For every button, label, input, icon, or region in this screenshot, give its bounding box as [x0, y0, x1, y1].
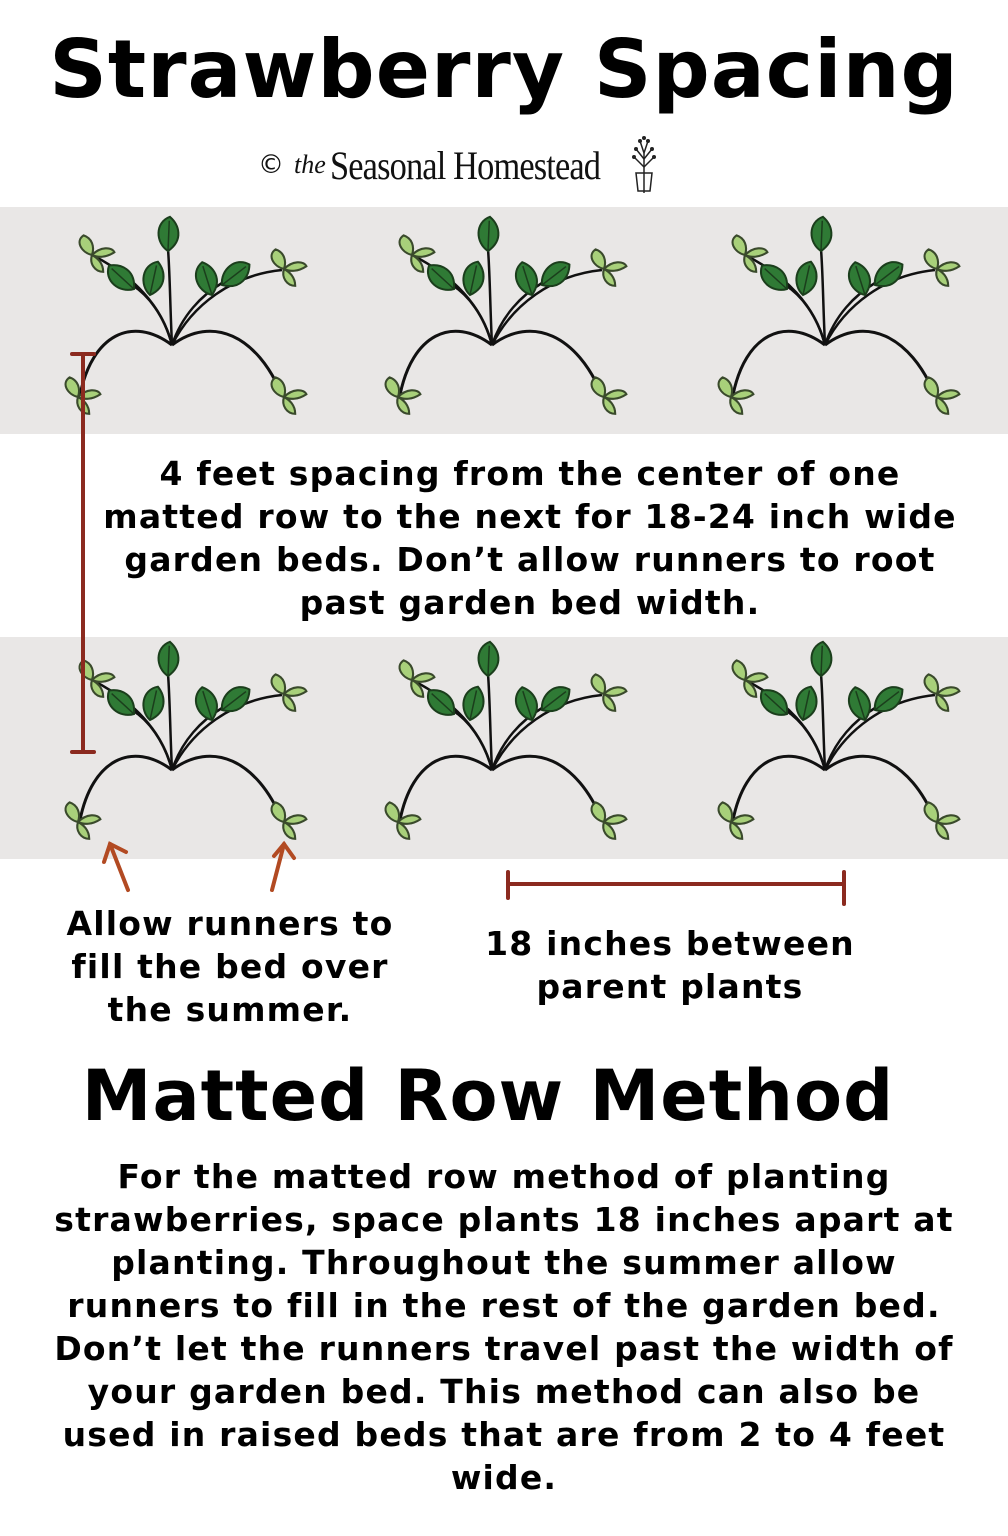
arrow-up-icon — [262, 836, 302, 896]
copyright-symbol: © — [258, 150, 284, 180]
page-title: Strawberry Spacing — [49, 23, 959, 116]
row-spacing-measure-icon — [68, 348, 98, 760]
strawberry-plant-icon — [372, 225, 642, 425]
credit-article: the — [294, 150, 326, 179]
site-credit — [258, 135, 664, 195]
arrow-up-icon — [100, 836, 140, 896]
credit-name: Seasonal Homestead — [329, 142, 600, 188]
method-title: Matted Row Method — [81, 1055, 895, 1137]
strawberry-plant-icon — [705, 650, 975, 850]
homestead-plant-logo-icon — [624, 133, 664, 197]
runners-note: Allow runners to fill the bed over the summer. — [66, 904, 394, 1029]
row-spacing-note: 4 feet spacing from the center of one matted row to the next for 18-24 inch wide garden beds. Don’t allow runners to root past garden bed width. — [103, 454, 957, 622]
strawberry-plant-icon — [372, 650, 642, 850]
parent-spacing-note: 18 inches between parent plants — [485, 924, 855, 1006]
plant-spacing-measure-icon — [502, 868, 852, 908]
method-description: For the matted row method of planting strawberries, space plants 18 inches apart at planting. Throughout the summer allow runners to fill in the rest of the garden bed. Don’t let the runners travel past the width of your garden bed. This method can also be used in raised beds that are from 2 to 4 feet wide. — [54, 1157, 954, 1497]
strawberry-plant-icon — [705, 225, 975, 425]
